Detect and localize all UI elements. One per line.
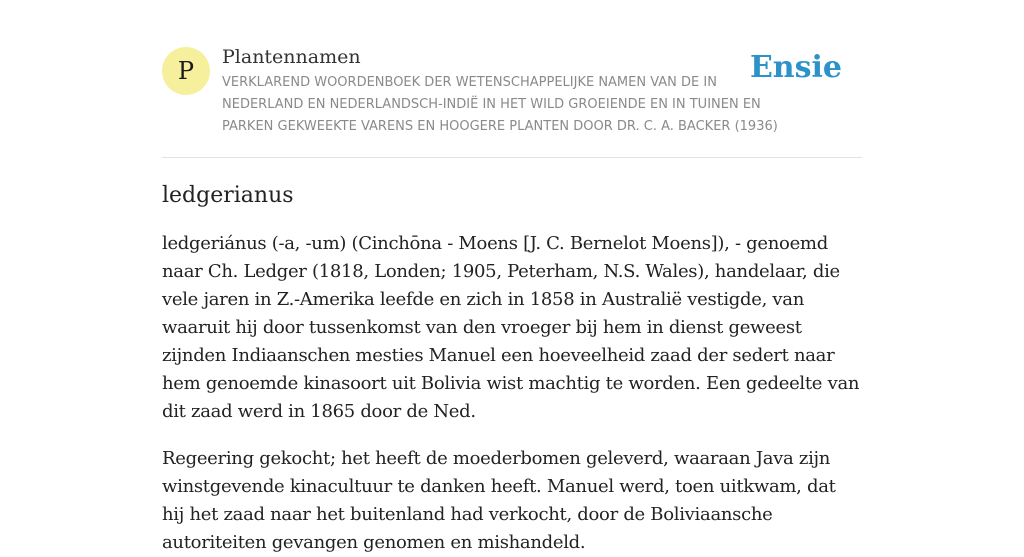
book-title[interactable]: Plantennamen	[222, 46, 361, 68]
entry-paragraph: Regeering gekocht; het heeft de moederbomen geleverd, waaraan Java zijn winstgevende kinacultuur te danken heeft. Manuel werd, toen uitkwam, dat hij het zaad naar het buitenland had verkocht, door de Boliviaansche autoriteiten gevangen genomen en mishandeld.	[162, 448, 836, 553]
brand-logo-link[interactable]: Ensie	[749, 50, 842, 85]
entry-content	[162, 180, 862, 557]
header-divider	[162, 157, 862, 158]
entry-paragraph: ledgeriánus (-a, -um) (Cinchōna - Moens [J. C. Bernelot Moens]), - genoemd naar Ch. Ledger (1818, Londen; 1905, Peterham, N.S. Wales), handelaar, die vele jaren in Z.-Amerika leefde en zich in 1858 in Australië vestigde, van waaruit hij door tussenkomst van den vroeger bij hem in dienst geweest zijnden Indiaanschen mesties Manuel een hoeveelheid zaad der sedert naar hem genoemde kinasoort uit Bolivia wist machtig te worden. Een gedeelte van dit zaad werd in 1865 door de Ned.	[162, 233, 860, 422]
book-subtitle: VERKLAREND WOORDENBOEK DER WETENSCHAPPELIJKE NAMEN VAN DE IN NEDERLAND EN NEDERLANDSCH-INDIË IN HET WILD GROEIENDE EN IN TUINEN EN PARKEN GEKWEEKTE VARENS EN HOOGERE PLANTEN DOOR DR. C. A. BACKER (1936)	[222, 75, 778, 134]
header	[162, 44, 862, 157]
book-logo[interactable]	[162, 47, 210, 95]
entry-title: ledgerianus	[162, 183, 294, 208]
book-logo-letter: P	[177, 57, 195, 85]
